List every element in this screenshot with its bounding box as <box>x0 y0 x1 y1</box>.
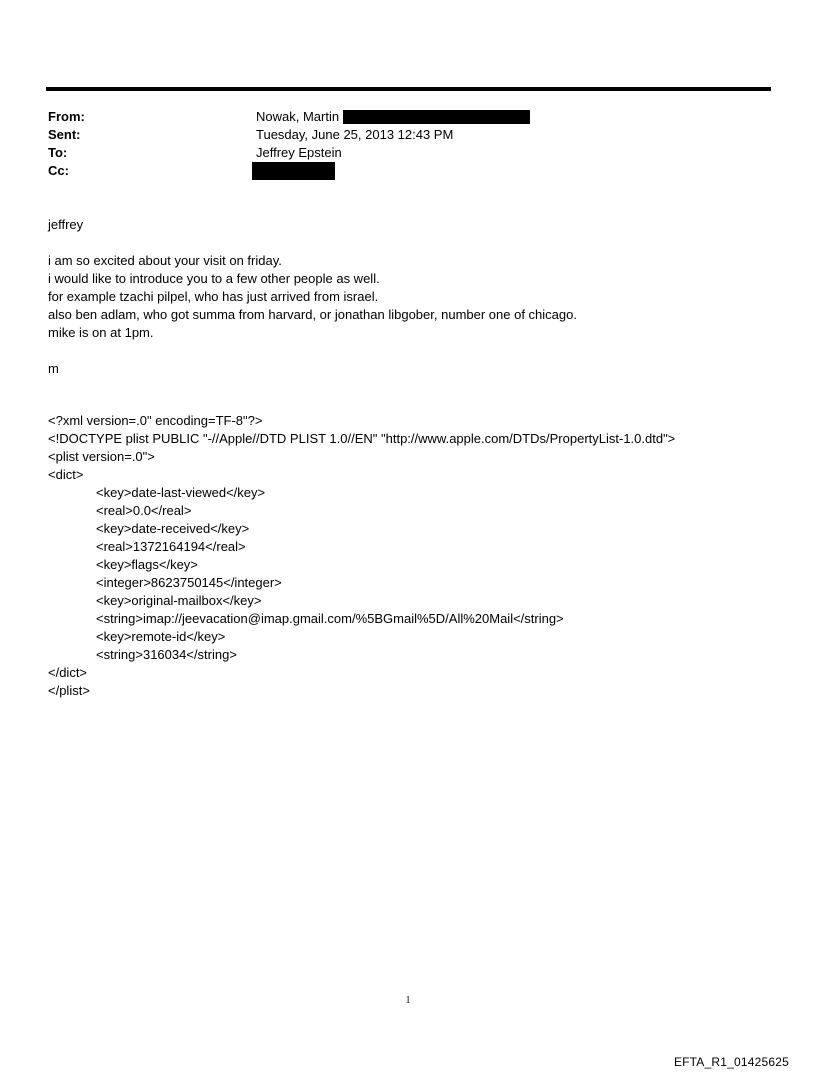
plist-line: <plist version=.0"> <box>48 449 155 464</box>
plist-dict-entry: <string>316034</string> <box>96 647 237 662</box>
email-header <box>48 108 748 180</box>
from-value-wrap <box>256 108 530 126</box>
signoff: m <box>48 361 59 376</box>
cc-row <box>48 162 748 180</box>
to-row <box>48 144 748 162</box>
message-line: for example tzachi pilpel, who has just arrived from israel. <box>48 289 379 304</box>
cc-label: Cc: <box>48 163 69 178</box>
to-value: Jeffrey Epstein <box>256 145 342 160</box>
to-label: To: <box>48 145 68 160</box>
plist-closing: </plist> <box>48 683 90 698</box>
plist-line: <dict> <box>48 467 84 482</box>
plist-closing: </dict> <box>48 665 88 680</box>
plist-dict-entry: <key>remote-id</key> <box>96 629 226 644</box>
plist-block <box>48 412 778 700</box>
plist-dict-entry: <string>imap://jeevacation@imap.gmail.com/%5BGmail%5D/All%20Mail</string> <box>96 611 564 626</box>
from-value: Nowak, Martin <box>256 109 340 124</box>
plist-dict-entry: <key>date-received</key> <box>96 521 250 536</box>
plist-dict-entry: <key>original-mailbox</key> <box>96 593 262 608</box>
message-line: i am so excited about your visit on friday. <box>48 253 282 268</box>
sent-row <box>48 126 748 144</box>
plist-line: <?xml version=.0" encoding=TF-8"?> <box>48 413 263 428</box>
bates-number: EFTA_R1_01425625 <box>673 1055 789 1069</box>
plist-dict-entry: <key>date-last-viewed</key> <box>96 485 266 500</box>
message-line: i would like to introduce you to a few other people as well. <box>48 271 380 286</box>
message-line: mike is on at 1pm. <box>48 325 154 340</box>
plist-dict-entry: <real>0.0</real> <box>96 503 192 518</box>
plist-dict-entry: <integer>8623750145</integer> <box>96 575 282 590</box>
page-number: 1 <box>405 995 411 1006</box>
top-rule <box>46 87 771 91</box>
message-line: also ben adlam, who got summa from harvard, or jonathan libgober, number one of chicago. <box>48 307 577 322</box>
sent-value: Tuesday, June 25, 2013 12:43 PM <box>256 127 454 142</box>
sent-label: Sent: <box>48 127 81 142</box>
greeting: jeffrey <box>48 217 84 232</box>
from-row <box>48 108 748 126</box>
plist-dict-entry: <key>flags</key> <box>96 557 198 572</box>
plist-dict-entry: <real>1372164194</real> <box>96 539 246 554</box>
message-body <box>48 216 768 378</box>
plist-line: <!DOCTYPE plist PUBLIC "-//Apple//DTD PLIST 1.0//EN" "http://www.apple.com/DTDs/PropertyList-1.0.dtd"> <box>48 431 676 446</box>
from-label: From: <box>48 109 85 124</box>
redaction-block <box>343 110 530 124</box>
redaction-block <box>252 162 335 180</box>
